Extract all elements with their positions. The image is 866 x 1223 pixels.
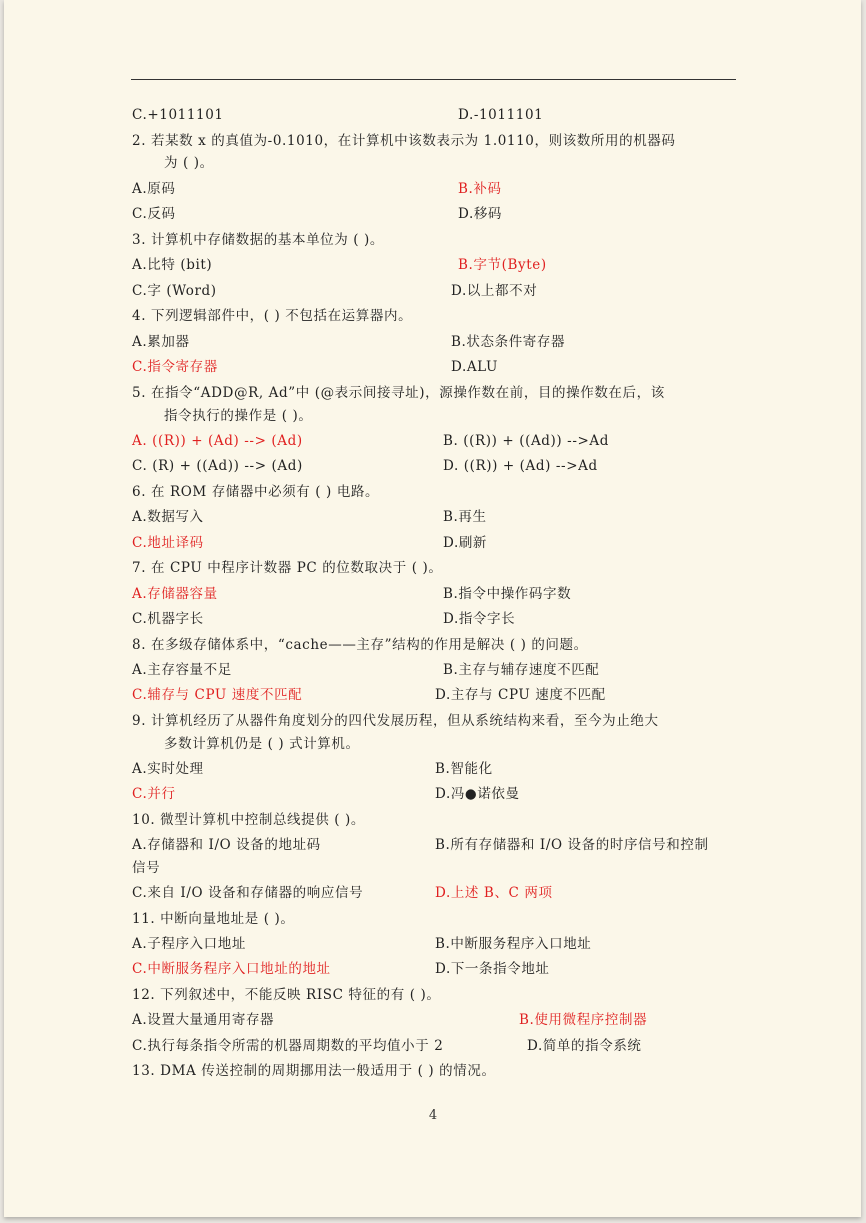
option-text: A.主存容量不足 — [132, 662, 232, 678]
option-text: D.简单的指令系统 — [527, 1038, 642, 1054]
option-text: A.实时处理 — [132, 761, 204, 777]
correct-answer: B.补码 — [458, 181, 502, 197]
option-text: C.来自 I/O 设备和存储器的响应信号 — [132, 885, 364, 901]
correct-answer: B.使用微程序控制器 — [519, 1012, 648, 1028]
question-text: 13. DMA 传送控制的周期挪用法一般适用于 ( ) 的情况。 — [132, 1063, 496, 1079]
option-text: B.智能化 — [435, 761, 493, 777]
option-text: D.指令字长 — [443, 611, 516, 627]
correct-answer: D.上述 B、C 两项 — [435, 885, 553, 901]
correct-answer: C.并行 — [132, 786, 176, 802]
option-text: A.设置大量通用寄存器 — [132, 1012, 275, 1028]
option-text: A.比特 (bit) — [132, 257, 213, 273]
option-text: C.字 (Word) — [132, 283, 217, 299]
question-text: 5. 在指令“ADD@R, Ad”中 (@表示间接寻址)，源操作数在前，目的操作数在后，该 — [132, 385, 665, 401]
correct-answer: C.地址译码 — [132, 535, 204, 551]
question-text: 9. 计算机经历了从器件角度划分的四代发展历程，但从系统结构来看，至今为止绝大 — [132, 713, 659, 729]
header-rule — [131, 79, 736, 80]
option-text: C.+1011101 — [132, 107, 224, 123]
question-text: 11. 中断向量地址是 ( )。 — [132, 911, 295, 927]
option-text: D.-1011101 — [458, 107, 544, 123]
option-text: D.移码 — [458, 206, 503, 222]
correct-answer: C.指令寄存器 — [132, 359, 218, 375]
correct-answer: C.中断服务程序入口地址的地址 — [132, 961, 331, 977]
question-text: 7. 在 CPU 中程序计数器 PC 的位数取决于 ( )。 — [132, 560, 443, 576]
question-text: 指令执行的操作是 ( )。 — [164, 408, 313, 424]
option-text: 信号 — [132, 860, 161, 876]
option-text: C.反码 — [132, 206, 176, 222]
option-text: B.所有存储器和 I/O 设备的时序信号和控制 — [435, 837, 709, 853]
question-text: 10. 微型计算机中控制总线提供 ( )。 — [132, 812, 365, 828]
question-text: 4. 下列逻辑部件中，( ) 不包括在运算器内。 — [132, 308, 413, 324]
question-text: 多数计算机仍是 ( ) 式计算机。 — [164, 736, 360, 752]
option-text: B.状态条件寄存器 — [451, 334, 566, 350]
question-text: 12. 下列叙述中，不能反映 RISC 特征的有 ( )。 — [132, 987, 441, 1003]
question-text: 8. 在多级存储体系中，“cache——主存”结构的作用是解决 ( ) 的问题。 — [132, 637, 588, 653]
option-text: D.刷新 — [443, 535, 488, 551]
option-text: A.原码 — [132, 181, 176, 197]
option-text: B.再生 — [443, 509, 487, 525]
option-text: A.存储器和 I/O 设备的地址码 — [132, 837, 321, 853]
option-text: A.子程序入口地址 — [132, 936, 246, 952]
question-text: 为 ( )。 — [164, 155, 214, 171]
option-text: B. ((R)) + ((Ad)) -->Ad — [443, 433, 610, 449]
correct-answer: A.存储器容量 — [132, 586, 218, 602]
page-number: 4 — [428, 1108, 438, 1123]
question-text: 6. 在 ROM 存储器中必须有 ( ) 电路。 — [132, 484, 380, 500]
option-text: B.指令中操作码字数 — [443, 586, 572, 602]
option-text: D.冯●诺依曼 — [435, 786, 520, 802]
option-text: D.以上都不对 — [451, 283, 538, 299]
correct-answer: C.辅存与 CPU 速度不匹配 — [132, 687, 303, 703]
option-text: D.ALU — [451, 359, 498, 375]
option-text: B.主存与辅存速度不匹配 — [443, 662, 600, 678]
question-text: 2. 若某数 x 的真值为-0.1010，在计算机中该数表示为 1.0110，则该数所用的机器码 — [132, 133, 676, 149]
option-text: C. (R) + ((Ad)) --> (Ad) — [132, 458, 303, 474]
question-text: 3. 计算机中存储数据的基本单位为 ( )。 — [132, 232, 384, 248]
option-text: D.主存与 CPU 速度不匹配 — [435, 687, 606, 703]
option-text: C.机器字长 — [132, 611, 204, 627]
option-text: D.下一条指令地址 — [435, 961, 550, 977]
option-text: A.累加器 — [132, 334, 190, 350]
option-text: A.数据写入 — [132, 509, 204, 525]
correct-answer: A. ((R)) + (Ad) --> (Ad) — [132, 433, 303, 449]
option-text: B.中断服务程序入口地址 — [435, 936, 592, 952]
correct-answer: B.字节(Byte) — [458, 257, 547, 273]
option-text: D. ((R)) + (Ad) -->Ad — [443, 458, 598, 474]
option-text: C.执行每条指令所需的机器周期数的平均值小于 2 — [132, 1038, 444, 1054]
